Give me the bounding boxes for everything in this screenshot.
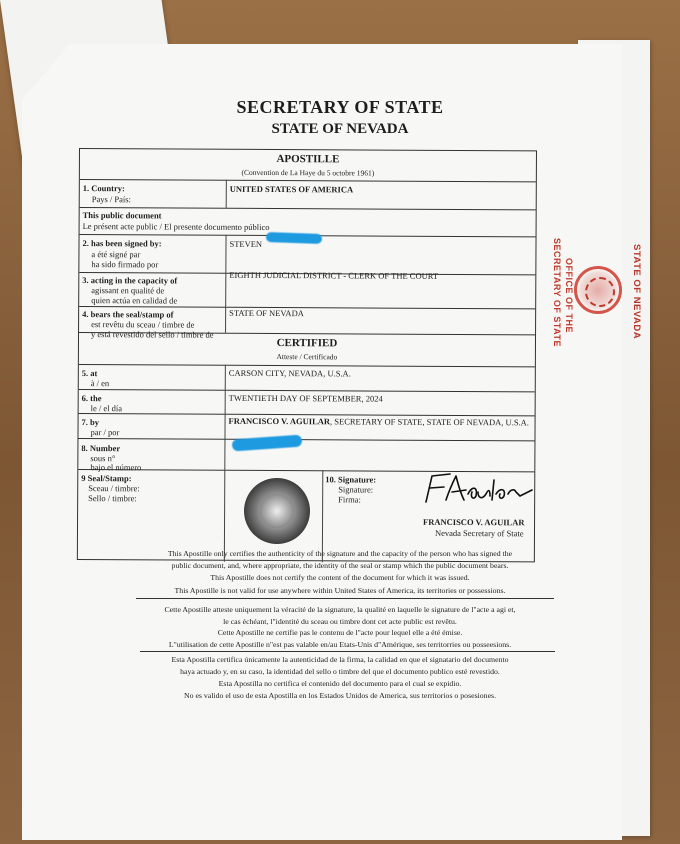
seal-of-value: STATE OF NEVADA (229, 307, 304, 319)
stamp-office-of-the: OFFICE OF THE (564, 258, 574, 333)
the-label: 6. the (81, 393, 102, 404)
footer-es-line-2: haya actuado y, en su caso, la identidad del sello o timbre del que el documento publico esté revestido. (180, 667, 500, 676)
at-label: 5. at (81, 368, 98, 379)
signature-sub2: Firma: (338, 494, 361, 505)
at-value: CARSON CITY, NEVADA, U.S.A. (228, 367, 351, 379)
seal-stamp-label: 9 Seal/Stamp: (81, 473, 132, 484)
signatory-name: FRANCISCO V. AGUILAR (423, 516, 525, 528)
nevada-great-seal-icon (244, 478, 310, 544)
footer-es-line-1: Esta Apostilla certifica únicamente la autenticidad de la firma, la calidad en que el signatario del documento (171, 655, 509, 664)
capacity-sub2: quien actúa en calidad de (91, 295, 178, 306)
footer-es-line-3: Esta Apostilla no certifica el contenido del documento para el cual se expidio. (218, 679, 462, 688)
signature-sub1: Signature: (338, 484, 374, 495)
signature-label: 10. Signature: (325, 474, 377, 485)
state-seal-stamp-icon (574, 266, 622, 314)
signatory-title: Nevada Secretary of State (434, 527, 524, 539)
footer-en-line-2: public document, and, where appropriate, the identity of the seal or stamp which the public document bears. (171, 561, 509, 570)
issuer-title: SECRETARY OF STATE (236, 97, 444, 117)
stamp-state-of-nevada: STATE OF NEVADA (631, 244, 642, 340)
public-doc-sublabel: Le présent acte public / El presente documento público (82, 221, 270, 232)
by-label: 7. by (81, 417, 100, 428)
number-sub1: sous n° (90, 453, 116, 464)
stamp-secretary-of-state: SECRETARY OF STATE (552, 238, 562, 348)
convention-note: (Convention de La Haye du 5 octobre 1961) (241, 167, 375, 178)
by-sub: par / por (90, 427, 120, 438)
number-sub2: bajo el número (90, 462, 142, 473)
handwritten-signature (420, 470, 550, 510)
issuer-subtitle: STATE OF NEVADA (271, 121, 409, 137)
footer-fr-line-3: Cette Apostille ne certifie pas le contenu de l"acte pour lequel elle a été émise. (217, 628, 463, 637)
country-value: UNITED STATES OF AMERICA (229, 183, 354, 195)
capacity-label: 3. acting in the capacity of (82, 275, 178, 286)
signed-by-sub1: a été signé par (91, 249, 141, 260)
footer-fr-line-2: le cas échéant, l"identité du sceau ou timbre dont cet acte public est revêtu. (223, 617, 457, 626)
seal-of-label: 4. bears the seal/stamp of (82, 309, 174, 320)
signed-by-label: 2. has been signed by: (82, 238, 162, 249)
footer-divider-1 (136, 598, 554, 599)
footer-fr-line-1: Cette Apostille atteste uniquement la véracité de la signature, la qualité en laquelle le signature de l"acte a agi et, (164, 605, 516, 614)
seal-of-sub2: y está revestido del sello / timbre de (90, 329, 214, 340)
public-doc-label: This public document (82, 210, 162, 221)
the-sub: le / el día (90, 403, 123, 414)
number-label: 8. Number (81, 443, 121, 454)
footer-es-line-4: No es valido el uso de esta Apostilla en los Estados Unidos de America, sus territorios o posesiones. (183, 691, 497, 700)
footer-en-line-1: This Apostille only certifies the authenticity of the signature and the capacity of the person who has signed the (167, 549, 513, 558)
by-value-name: FRANCISCO V. AGUILAR (228, 415, 331, 427)
date-value: TWENTIETH DAY OF SEPTEMBER, 2024 (228, 392, 383, 404)
country-label: 1. Country: (82, 183, 125, 194)
seal-of-sub1: est revêtu du sceau / timbre de (91, 319, 195, 330)
footer-fr-line-4: L"utilisation de cette Apostille n"est pas valable en/au Etats-Unis d"Amérique, ses territorries ou posseesions. (168, 640, 512, 649)
redacted-signer-surname (266, 232, 322, 244)
signed-by-sub2: ha sido firmado por (91, 259, 159, 270)
certified-title: CERTIFIED (276, 337, 338, 350)
footer-en-line-4: This Apostille is not valid for use anywhere within United States of America, its territories or possessions. (174, 586, 506, 595)
at-sub: à / en (90, 378, 110, 389)
by-value (229, 416, 529, 428)
by-value-rest: , SECRETARY OF STATE, STATE OF NEVADA, U.S.A. (330, 416, 529, 428)
certified-sub: Atteste / Certificado (276, 352, 338, 362)
capacity-sub1: agissant en qualité de (91, 285, 165, 296)
seal-stamp-sub1: Sceau / timbre: (88, 483, 140, 494)
seal-stamp-sub2: Sello / timbre: (88, 493, 137, 504)
apostille-title: APOSTILLE (276, 153, 340, 166)
country-sublabel: Pays / País: (91, 194, 131, 205)
signer-name-value: STEVEN (229, 238, 263, 249)
footer-en-line-3: This Apostille does not certify the content of the document for which it was issued. (210, 573, 470, 582)
capacity-value: EIGHTH JUDICIAL DISTRICT - CLERK OF THE COURT (229, 269, 439, 281)
footer-divider-2 (140, 651, 555, 652)
